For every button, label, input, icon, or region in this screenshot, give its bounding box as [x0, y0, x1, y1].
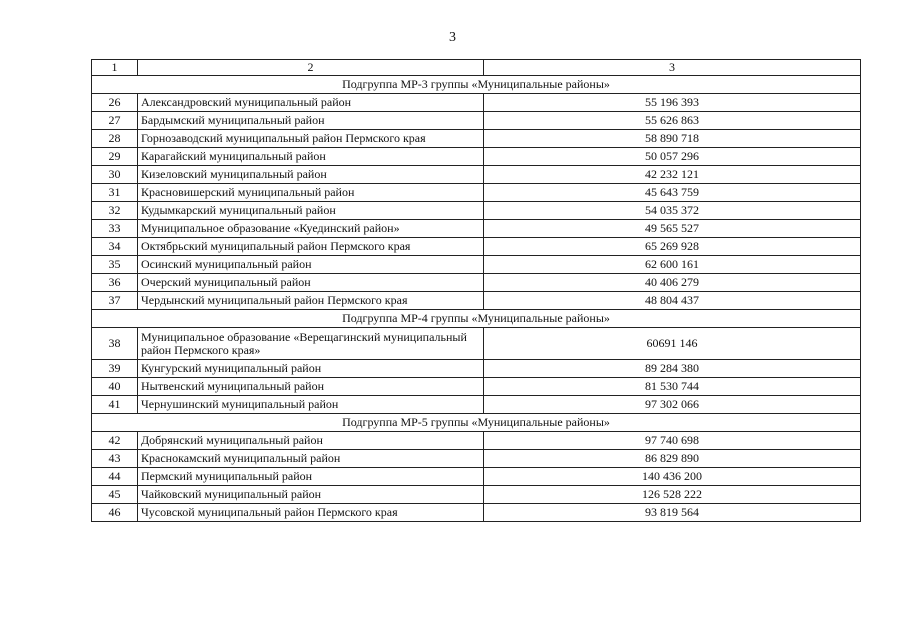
row-number: 35: [92, 256, 138, 274]
table-row: [92, 378, 861, 396]
row-number: 29: [92, 148, 138, 166]
row-number: 45: [92, 486, 138, 504]
district-name: Кудымкарский муниципальный район: [138, 202, 484, 220]
amount-value: 54 035 372: [484, 202, 861, 220]
amount-value: 93 819 564: [484, 504, 861, 522]
row-number: 39: [92, 360, 138, 378]
header-col-2: 2: [138, 60, 484, 76]
district-name: Чердынский муниципальный район Пермского края: [138, 292, 484, 310]
district-name: Очерский муниципальный район: [138, 274, 484, 292]
district-name: Красновишерский муниципальный район: [138, 184, 484, 202]
table-row: [92, 166, 861, 184]
district-name: Пермский муниципальный район: [138, 468, 484, 486]
amount-value: 62 600 161: [484, 256, 861, 274]
district-name: Муниципальное образование «Куединский район»: [138, 220, 484, 238]
row-number: 33: [92, 220, 138, 238]
district-name: Карагайский муниципальный район: [138, 148, 484, 166]
table-row: [92, 504, 861, 522]
row-number: 46: [92, 504, 138, 522]
section-title: Подгруппа МР-5 группы «Муниципальные районы»: [92, 414, 861, 432]
district-name: Чайковский муниципальный район: [138, 486, 484, 504]
district-name: Осинский муниципальный район: [138, 256, 484, 274]
amount-value: 55 626 863: [484, 112, 861, 130]
row-number: 28: [92, 130, 138, 148]
row-number: 38: [92, 328, 138, 360]
table-row: [92, 220, 861, 238]
district-name: Кизеловский муниципальный район: [138, 166, 484, 184]
amount-value: 55 196 393: [484, 94, 861, 112]
table-row: [92, 130, 861, 148]
row-number: 37: [92, 292, 138, 310]
amount-value: 50 057 296: [484, 148, 861, 166]
amount-value: 58 890 718: [484, 130, 861, 148]
table-row: [92, 360, 861, 378]
table-row: [92, 396, 861, 414]
districts-table: [91, 59, 861, 522]
row-number: 44: [92, 468, 138, 486]
section-header-row: [92, 310, 861, 328]
row-number: 42: [92, 432, 138, 450]
row-number: 40: [92, 378, 138, 396]
amount-value: 97 302 066: [484, 396, 861, 414]
table-row: [92, 148, 861, 166]
row-number: 27: [92, 112, 138, 130]
district-name: Кунгурский муниципальный район: [138, 360, 484, 378]
table-row: [92, 256, 861, 274]
table-row: [92, 432, 861, 450]
row-number: 31: [92, 184, 138, 202]
table-row: [92, 112, 861, 130]
district-name: Чусовской муниципальный район Пермского края: [138, 504, 484, 522]
table-row: [92, 184, 861, 202]
amount-value: 42 232 121: [484, 166, 861, 184]
section-header-row: [92, 414, 861, 432]
row-number: 43: [92, 450, 138, 468]
table-row: [92, 238, 861, 256]
district-name: Нытвенский муниципальный район: [138, 378, 484, 396]
header-row: [92, 60, 861, 76]
amount-value: 81 530 744: [484, 378, 861, 396]
header-col-1: 1: [92, 60, 138, 76]
table-row: [92, 328, 861, 360]
amount-value: 140 436 200: [484, 468, 861, 486]
table-row: [92, 94, 861, 112]
district-name: Октябрьский муниципальный район Пермского края: [138, 238, 484, 256]
amount-value: 48 804 437: [484, 292, 861, 310]
amount-value: 126 528 222: [484, 486, 861, 504]
district-name: Муниципальное образование «Верещагинский муниципальный район Пермского края»: [138, 328, 484, 360]
district-name: Горнозаводский муниципальный район Пермского края: [138, 130, 484, 148]
district-name: Краснокамский муниципальный район: [138, 450, 484, 468]
table-row: [92, 274, 861, 292]
amount-value: 40 406 279: [484, 274, 861, 292]
row-number: 32: [92, 202, 138, 220]
section-title: Подгруппа МР-3 группы «Муниципальные районы»: [92, 76, 861, 94]
amount-value: 60691 146: [484, 328, 861, 360]
row-number: 41: [92, 396, 138, 414]
table-row: [92, 468, 861, 486]
amount-value: 86 829 890: [484, 450, 861, 468]
table-row: [92, 486, 861, 504]
amount-value: 45 643 759: [484, 184, 861, 202]
table-body: [92, 60, 861, 522]
amount-value: 97 740 698: [484, 432, 861, 450]
table-row: [92, 450, 861, 468]
header-col-3: 3: [484, 60, 861, 76]
district-name: Чернушинский муниципальный район: [138, 396, 484, 414]
row-number: 30: [92, 166, 138, 184]
district-name: Бардымский муниципальный район: [138, 112, 484, 130]
row-number: 34: [92, 238, 138, 256]
district-name: Александровский муниципальный район: [138, 94, 484, 112]
table-row: [92, 202, 861, 220]
district-name: Добрянский муниципальный район: [138, 432, 484, 450]
page-number: 3: [449, 30, 456, 45]
row-number: 26: [92, 94, 138, 112]
amount-value: 49 565 527: [484, 220, 861, 238]
section-title: Подгруппа МР-4 группы «Муниципальные районы»: [92, 310, 861, 328]
section-header-row: [92, 76, 861, 94]
amount-value: 89 284 380: [484, 360, 861, 378]
amount-value: 65 269 928: [484, 238, 861, 256]
row-number: 36: [92, 274, 138, 292]
table-row: [92, 292, 861, 310]
